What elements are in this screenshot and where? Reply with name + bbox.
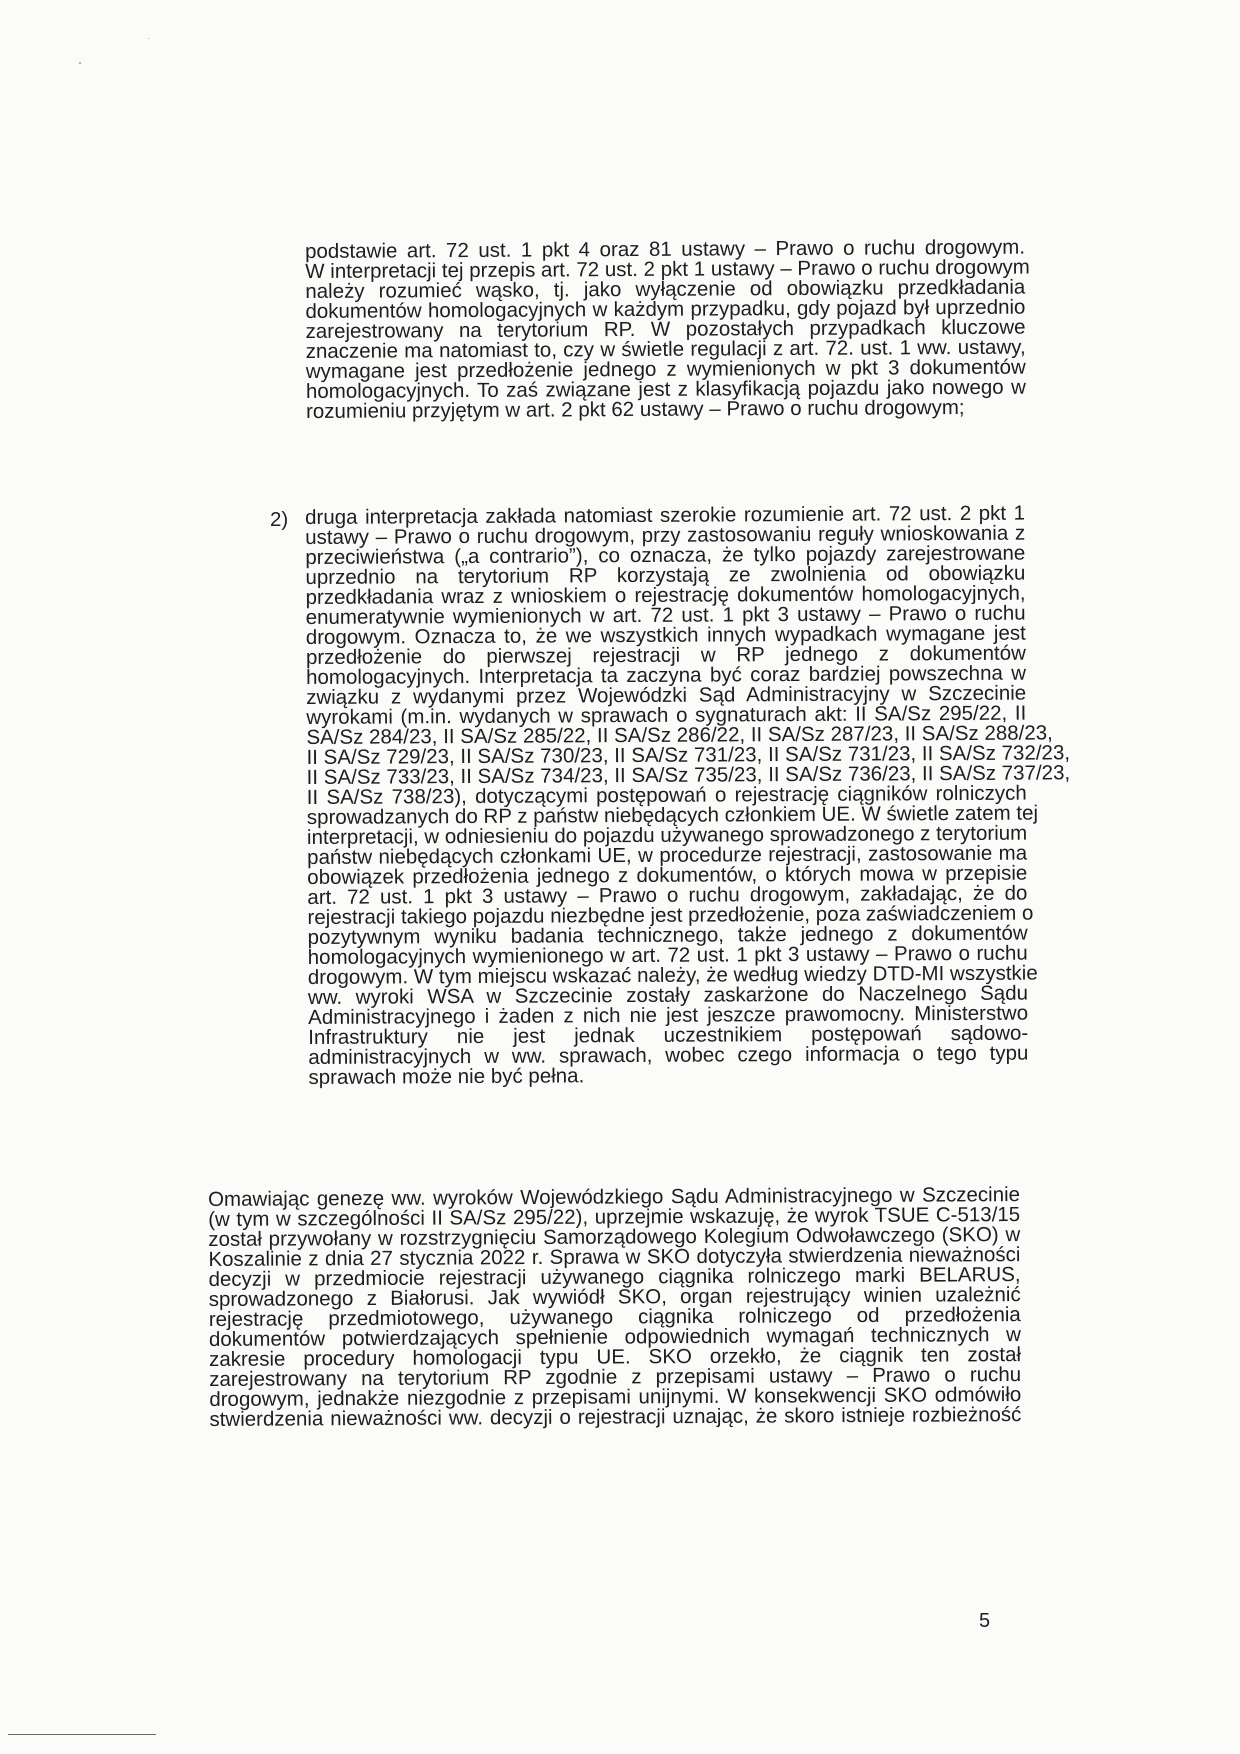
paragraph-1-continuation [304, 235, 1030, 423]
text-line: zarejestrowany na terytorium RP zgodnie z przepisami ustawy – Prawo o ruchu [209, 1363, 1022, 1391]
text-line: II SA/Sz 738/23), dotyczącymi postępowań o rejestrację ciągników rolniczych [306, 781, 1027, 809]
text-line: homologacyjnych wymienionego w art. 72 ust. 1 pkt 3 ustawy – Prawo o ruchu [307, 941, 1028, 969]
text-line: enumeratywnie wymienionych w art. 72 ust. 1 pkt 3 ustawy – Prawo o ruchu [305, 601, 1026, 629]
text-line: rejestracji takiego pojazdu niezbędne jest przedłożenie, poza zaświadczeniem o [307, 901, 1034, 929]
text-line: drogowym. Oznacza to, że we wszystkich innych wypadkach wymagane jest [305, 621, 1026, 649]
text-line: zakresie procedury homologacji typu UE. SKO orzekło, że ciągnik ten został [208, 1343, 1022, 1371]
text-line: dokumentów homologacyjnych w każdym przypadku, gdy pojazd był uprzednio [305, 295, 1026, 323]
text-line: uprzednio na terytorium RP korzystają ze zwolnienia od obowiązku [305, 561, 1026, 589]
text-line: (w tym w szczególności II SA/Sz 295/22), uprzejmie wskazuję, że wyrok TSUE C-513/15 [208, 1203, 1021, 1231]
text-line: sprowadzanych do RP z państw niebędących członkiem UE. W świetle zatem tej [306, 801, 1039, 829]
text-line: sprawach może nie być pełna. [308, 1064, 585, 1089]
text-line: W interpretacji tej przepis art. 72 ust. 2 pkt 1 ustawy – Prawo o ruchu drogowym [305, 255, 1030, 283]
text-line: drogowym, jednakże niezgodnie z przepisami unijnymi. W konsekwencji SKO odmówiło [209, 1383, 1022, 1411]
text-line: wyrokami (m.in. wydanych w sprawach o sygnaturach akt: II SA/Sz 295/22, II [306, 701, 1027, 729]
text-line: Omawiając genezę ww. wyroków Wojewódzkiego Sądu Administracyjnego w Szczecinie [207, 1183, 1021, 1211]
list-item-number: 2) [270, 508, 289, 531]
text-line: związku z wydanymi przez Wojewódzki Sąd Administracyjny w Szczecinie [306, 681, 1027, 709]
text-line: druga interpretacja zakłada natomiast szerokie rozumienie art. 72 ust. 2 pkt 1 [304, 501, 1026, 529]
text-line: należy rozumieć wąsko, tj. jako wyłączenie od obowiązku przedkładania [305, 275, 1026, 303]
scan-speck [148, 38, 149, 39]
footer-rule [8, 1734, 156, 1735]
text-line: decyzji w przedmiocie rejestracji używanego ciągnika rolniczego marki BELARUS, [208, 1263, 1021, 1291]
text-line: został przywołany w rozstrzygnięciu Samorządowego Kolegium Odwoławczego (SKO) w [208, 1223, 1021, 1251]
text-line: obowiązek przedłożenia jednego z dokumentów, o których mowa w przepisie [307, 861, 1028, 889]
text-line: znaczenie ma natomiast to, czy w świetle regulacji z art. 72. ust. 1 ww. ustawy, [305, 335, 1026, 363]
text-line: podstawie art. 72 ust. 1 pkt 4 oraz 81 ustawy – Prawo o ruchu drogowym. [304, 235, 1026, 263]
text-line: II SA/Sz 729/23, II SA/Sz 730/23, II SA/Sz 731/23, II SA/Sz 731/23, II SA/Sz 732/23, [306, 741, 1071, 769]
text-line: przedłożenie do pierwszej rejestracji w RP jednego z dokumentów [305, 641, 1026, 669]
text-line: stwierdzenia nieważności ww. decyzji o rejestracji uznając, że skoro istnieje rozbieżność [209, 1403, 1022, 1431]
text-line: ustawy – Prawo o ruchu drogowym, przy zastosowaniu reguły wnioskowania z [305, 521, 1026, 549]
text-line: SA/Sz 284/23, II SA/Sz 285/22, II SA/Sz 286/22, II SA/Sz 287/23, II SA/Sz 288/23, [306, 721, 1053, 749]
text-line: Infrastruktury nie jest jednak uczestnikiem postępowań sądowo- [308, 1021, 1029, 1049]
text-line: rejestrację przedmiotowego, używanego ciągnika rolniczego od przedłożenia [208, 1303, 1021, 1331]
text-line: ww. wyroki WSA w Szczecinie zostały zaskarżone do Naczelnego Sądu [307, 981, 1029, 1009]
list-item-2-text [304, 501, 1071, 1089]
text-line: homologacyjnych. To zaś związane jest z klasyfikacją pojazdu jako nowego w [305, 375, 1026, 403]
text-line: przedkładania wraz z wnioskiem o rejestrację dokumentów homologacyjnych, [305, 581, 1026, 609]
text-line: interpretacji, w odniesieniu do pojazdu używanego sprowadzonego z terytorium [306, 821, 1028, 849]
text-line: Koszalinie z dnia 27 stycznia 2022 r. Sprawa w SKO dotyczyła stwierdzenia nieważności [208, 1243, 1021, 1271]
paragraph-genesis [208, 1185, 1021, 1430]
scan-speck [79, 62, 81, 64]
text-line: art. 72 ust. 1 pkt 3 ustawy – Prawo o ruchu drogowym, zakładając, że do [307, 881, 1028, 909]
text-line: rozumieniu przyjętym w art. 2 pkt 62 ustawy – Prawo o ruchu drogowym; [305, 395, 965, 423]
text-line: dokumentów potwierdzających spełnienie odpowiednich wymagań technicznych w [208, 1323, 1021, 1351]
text-line: przeciwieństwa („a contrario”), co oznacza, że tylko pojazdy zarejestrowane [305, 541, 1026, 569]
text-line: II SA/Sz 733/23, II SA/Sz 734/23, II SA/Sz 735/23, II SA/Sz 736/23, II SA/Sz 737/23, [306, 761, 1071, 789]
text-line: państw niebędących członkami UE, w procedurze rejestracji, zastosowanie ma [307, 841, 1028, 869]
text-line: wymagane jest przedłożenie jednego z wymienionych w pkt 3 dokumentów [305, 355, 1026, 383]
text-line: Administracyjnego i żaden z nich nie jest jeszcze prawomocny. Ministerstwo [308, 1001, 1029, 1029]
text-line: sprowadzonego z Białorusi. Jak wywiódł SKO, organ rejestrujący winien uzależnić [208, 1283, 1021, 1311]
page-number: 5 [979, 1610, 991, 1632]
text-line: administracyjnych w ww. sprawach, wobec czego informacja o tego typu [308, 1041, 1029, 1069]
text-line: zarejestrowany na terytorium RP. W pozostałych przypadkach kluczowe [305, 315, 1026, 343]
text-line: drogowym. W tym miejscu wskazać należy, że według wiedzy DTD-MI wszystkie [307, 961, 1038, 989]
text-line: homologacyjnych. Interpretacja ta zaczyna być coraz bardziej powszechna w [305, 661, 1027, 689]
text-line: pozytywnym wyniku badania technicznego, także jednego z dokumentów [307, 921, 1028, 949]
